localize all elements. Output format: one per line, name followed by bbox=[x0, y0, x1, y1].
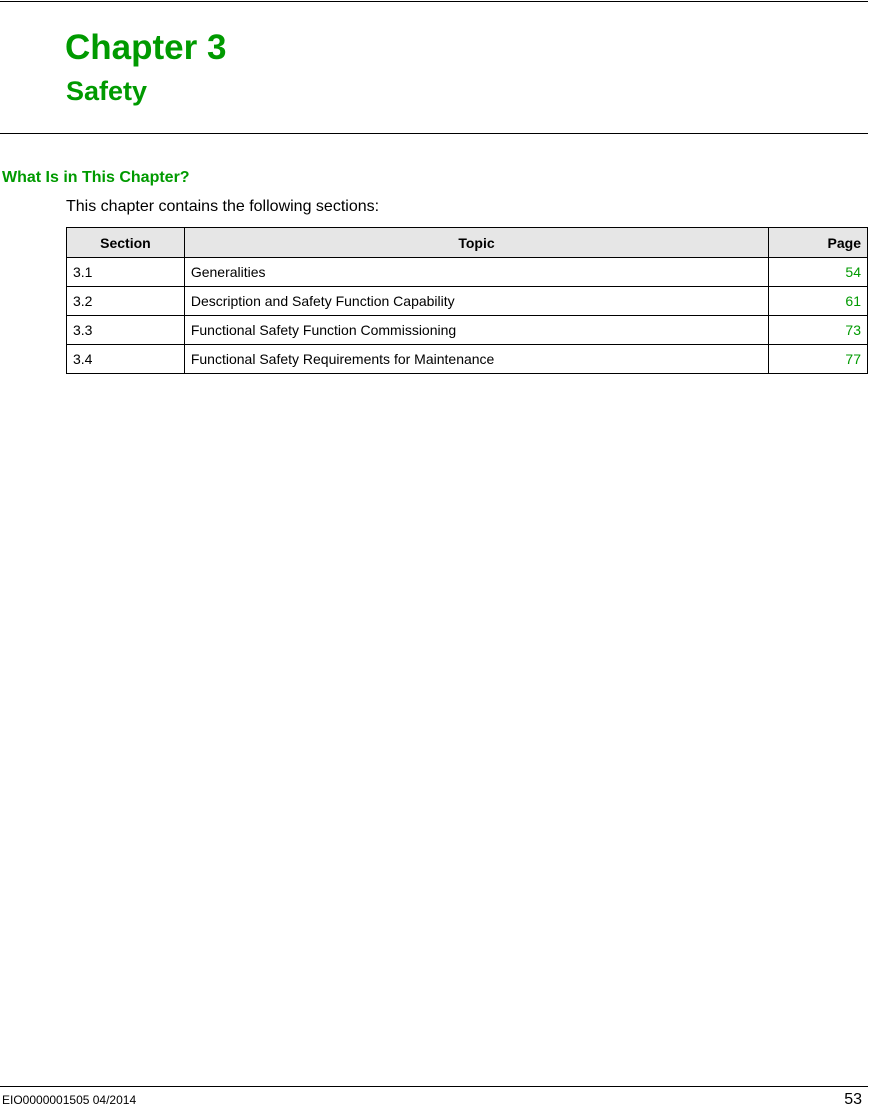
section-number: 3.2 bbox=[67, 287, 185, 316]
header-topic: Topic bbox=[184, 228, 768, 258]
topic-title: Functional Safety Requirements for Maintenance bbox=[184, 345, 768, 374]
section-heading: What Is in This Chapter? bbox=[2, 169, 190, 186]
chapter-title: Safety bbox=[66, 76, 148, 106]
footer-rule bbox=[0, 1086, 868, 1087]
intro-text: This chapter contains the following sections: bbox=[66, 198, 380, 215]
table-header-row bbox=[67, 228, 868, 258]
header-rule bbox=[0, 133, 868, 134]
top-rule bbox=[0, 1, 868, 2]
page-link[interactable]: 77 bbox=[769, 345, 868, 374]
page-link[interactable]: 61 bbox=[769, 287, 868, 316]
table-row bbox=[67, 345, 868, 374]
table-row bbox=[67, 258, 868, 287]
page-link[interactable]: 54 bbox=[769, 258, 868, 287]
section-number: 3.1 bbox=[67, 258, 185, 287]
section-number: 3.4 bbox=[67, 345, 185, 374]
footer-page-number: 53 bbox=[844, 1091, 862, 1108]
footer-doc-id: EIO0000001505 04/2014 bbox=[2, 1093, 137, 1107]
topic-title: Functional Safety Function Commissioning bbox=[184, 316, 768, 345]
page-link[interactable]: 73 bbox=[769, 316, 868, 345]
header-section: Section bbox=[67, 228, 185, 258]
table-row bbox=[67, 287, 868, 316]
table-row bbox=[67, 316, 868, 345]
section-number: 3.3 bbox=[67, 316, 185, 345]
chapter-number: Chapter 3 bbox=[65, 28, 227, 67]
topic-title: Description and Safety Function Capability bbox=[184, 287, 768, 316]
header-page: Page bbox=[769, 228, 868, 258]
topic-title: Generalities bbox=[184, 258, 768, 287]
sections-table bbox=[66, 227, 868, 374]
